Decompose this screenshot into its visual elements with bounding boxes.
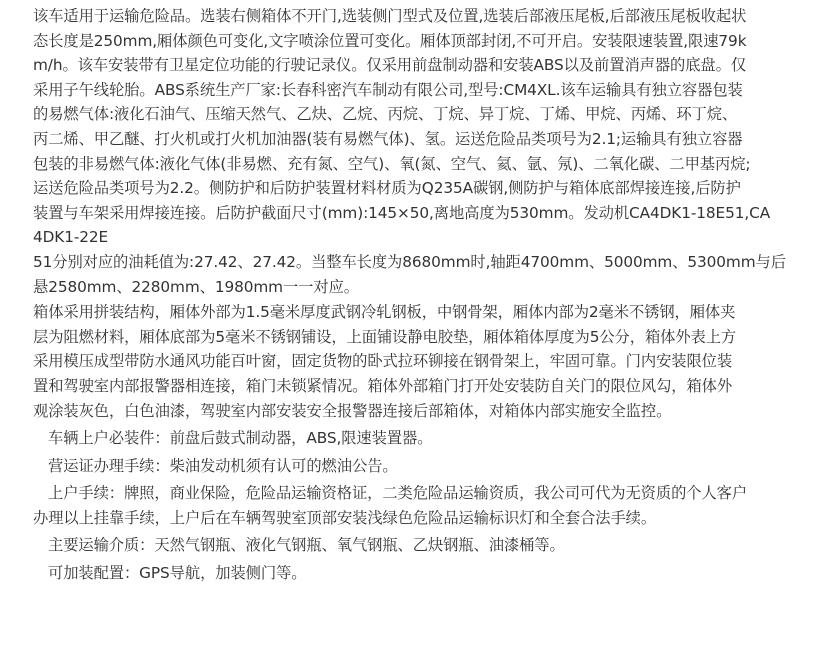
text-line: 可加装配置：GPS导航，加装侧门等。 xyxy=(48,564,307,583)
text-line: 置和驾驶室内部报警器相连接，箱门未锁紧情况。箱体外部箱门打开处安装防自关门的限位风勾，箱体外 xyxy=(33,376,733,395)
text-line: 主要运输介质：天然气钢瓶、液化气钢瓶、氧气钢瓶、乙炔钢瓶、油漆桶等。 xyxy=(48,536,565,555)
text-line: 该车适用于运输危险品。选装右侧箱体不开门,选装侧门型式及位置,选装后部液压尾板,后部液压尾板收起状 xyxy=(33,7,747,25)
paragraph-registration xyxy=(33,481,783,530)
text-line: 4DK1-22E xyxy=(33,228,109,247)
paragraph-optional-config xyxy=(33,561,783,586)
paragraph-transport-media xyxy=(33,533,783,558)
text-line: 采用模压成型带防水通风功能百叶窗，固定货物的卧式拉环铆接在钢骨架上，牢固可靠。门内安装限位装 xyxy=(33,352,733,371)
text-line: 车辆上户必装件：前盘后鼓式制动器，ABS,限速装置器。 xyxy=(48,429,433,448)
text-line: 营运证办理手续：柴油发动机须有认可的燃油公告。 xyxy=(48,456,398,475)
text-line: 观涂装灰色，白色油漆，驾驶室内部安装安全报警器连接后部箱体，对箱体内部实施安全监控。 xyxy=(33,401,672,420)
paragraph-required-parts xyxy=(33,426,783,451)
text-line: 51分别对应的油耗值为:27.42、27.42。当整车长度为8680mm时,轴距4700mm、5000mm、5300mm与后 xyxy=(33,252,786,271)
text-line: 采用子午线轮胎。ABS系统生产厂家:长春科密汽车制动有限公司,型号:CM4XL.该车运输具有独立容器包装 xyxy=(33,80,743,99)
text-line: 的易燃气体:液化石油气、压缩天然气、乙炔、乙烷、丙烷、丁烷、异丁烷、丁烯、甲烷、丙烯、环丁烷、 xyxy=(33,105,738,124)
paragraph-operating-license xyxy=(33,454,783,479)
text-line: 办理以上挂靠手续，上户后在车辆驾驶室顶部安装浅绿色危险品运输标识灯和全套合法手续。 xyxy=(33,508,657,527)
text-line: m/h。该车安装带有卫星定位功能的行驶记录仪。仅采用前盘制动器和安装ABS以及前置消声器的底盘。仅 xyxy=(33,56,747,75)
paragraph-box-structure xyxy=(33,300,783,423)
text-line: 悬2580mm、2280mm、1980mm一一对应。 xyxy=(33,277,359,296)
text-line: 运送危险品类项号为2.2。侧防护和后防护装置材料材质为Q235A碳钢,侧防护与箱体底部焊接连接,后防护 xyxy=(33,179,741,198)
text-line: 箱体采用拼装结构，厢体外部为1.5毫米厚度武钢冷轧钢板，中钢骨架，厢体内部为2毫米不锈钢，厢体夹 xyxy=(33,303,736,322)
text-line: 装置与车架采用焊接连接。后防护截面尺寸(mm):145×50,离地高度为530mm。发动机CA4DK1-18E51,CA xyxy=(33,203,771,222)
paragraph-fuel-consumption xyxy=(33,250,786,299)
text-line: 态长度是250mm,厢体颜色可变化,文字喷涂位置可变化。厢体顶部封闭,不可开启。安装限速装置,限速79k xyxy=(33,31,747,50)
paragraph-vehicle-specs xyxy=(33,4,783,250)
text-line: 丙二烯、甲乙醚、打火机或打火机加油器(装有易燃气体)、氢。运送危险品类项号为2.1;运输具有独立容器 xyxy=(33,129,743,148)
text-line: 包装的非易燃气体:液化气体(非易燃、充有氮、空气)、氧(氮、空气、氦、氩、氖)、二氧化碳、二甲基丙烷; xyxy=(33,154,751,173)
text-line: 上户手续：牌照，商业保险，危险品运输资格证，二类危险品运输资质，我公司可代为无资质的个人客户 xyxy=(48,484,748,503)
text-line: 层为阻燃材料，厢体底部为5毫米不锈钢铺设，上面铺设静电胶垫，厢体箱体厚度为5公分，箱体外表上方 xyxy=(33,327,737,346)
